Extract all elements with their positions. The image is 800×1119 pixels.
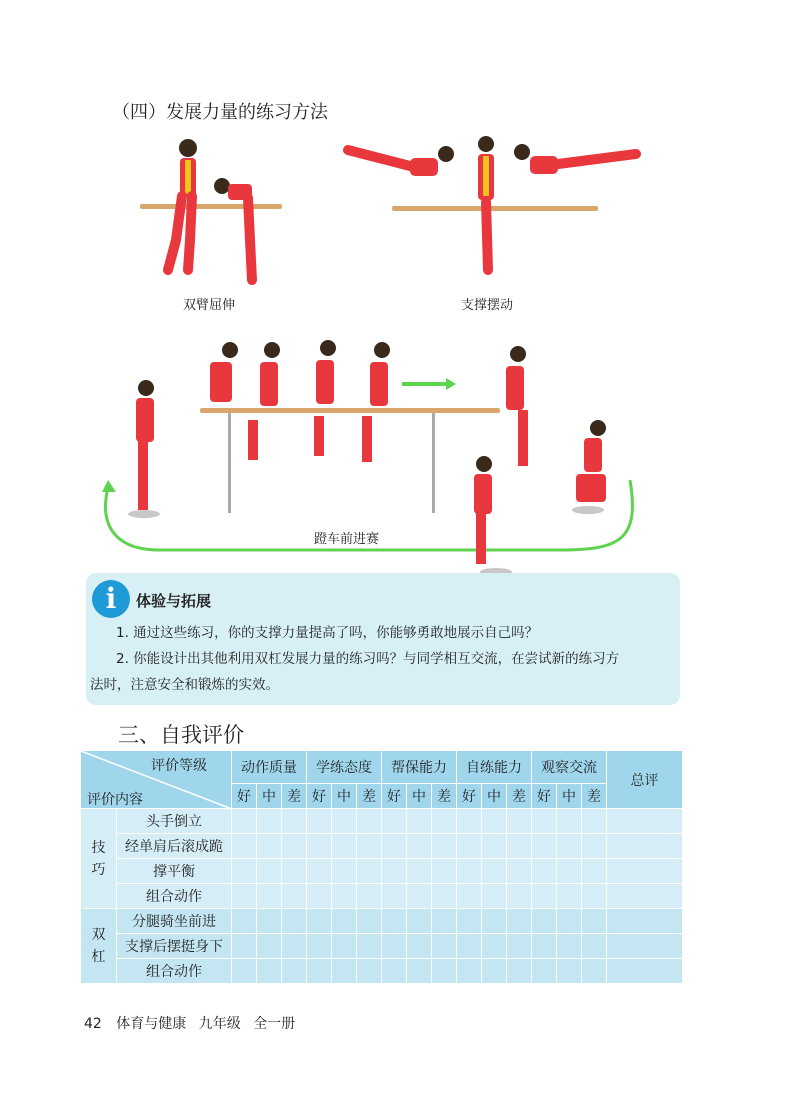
col-header-observe: 观察交流 — [532, 751, 607, 784]
grade-poor: 差 — [282, 784, 307, 809]
section-heading: （四）发展力量的练习方法 — [112, 102, 328, 123]
grade-mid: 中 — [332, 784, 357, 809]
group-label-char: 巧 — [91, 861, 106, 878]
item-headstand: 头手倒立 — [117, 809, 232, 834]
item-swing-dismount: 支撑后摆挺身下 — [117, 934, 232, 959]
self-eval-table — [80, 750, 683, 984]
caption-relay: 蹬车前进赛 — [314, 532, 380, 547]
group-label-char: 技 — [91, 839, 106, 856]
item-roll-kneel-cont: 撑平衡 — [117, 859, 232, 884]
info-item-2: 2. 你能设计出其他利用双杠发展力量的练习吗？与同学相互交流，在尝试新的练习方 — [116, 651, 620, 667]
table-row — [81, 859, 683, 884]
group-label-tumbling — [81, 809, 117, 909]
grade-good: 好 — [457, 784, 482, 809]
grade-poor: 差 — [357, 784, 382, 809]
figure-support-swing — [340, 130, 640, 280]
group-label-parallel-bars — [81, 909, 117, 984]
table-row — [81, 959, 683, 984]
group-label-char: 双 — [91, 927, 106, 943]
volume-label: 全一册 — [253, 1016, 296, 1032]
self-eval-heading: 三、自我评价 — [118, 723, 244, 747]
item-roll-kneel: 经单肩后滚成跪 — [117, 834, 232, 859]
table-row — [81, 934, 683, 959]
item-straddle-advance: 分腿骑坐前进 — [117, 909, 232, 934]
table-row — [81, 809, 683, 834]
caption-swing: 支撑摆动 — [461, 298, 514, 313]
table-row — [81, 884, 683, 909]
grade-good: 好 — [382, 784, 407, 809]
table-corner — [81, 751, 232, 809]
book-title: 体育与健康 — [116, 1016, 187, 1032]
corner-content-label: 评价内容 — [87, 792, 143, 808]
grade-poor: 差 — [582, 784, 607, 809]
col-header-quality: 动作质量 — [232, 751, 307, 784]
grade-mid: 中 — [557, 784, 582, 809]
grade-mid: 中 — [482, 784, 507, 809]
item-combo-bars: 组合动作 — [117, 959, 232, 984]
info-box-title: 体验与拓展 — [136, 592, 212, 610]
col-header-self-practice: 自练能力 — [457, 751, 532, 784]
caption-dip: 双臂屈伸 — [183, 298, 236, 313]
page-footer — [84, 1013, 295, 1033]
group-label-char: 杠 — [91, 949, 106, 965]
info-icon: i — [92, 580, 130, 618]
info-item-2-cont: 法时，注意安全和锻炼的实效。 — [90, 677, 279, 693]
info-item-1: 1. 通过这些练习，你的支撑力量提高了吗，你能够勇敢地展示自己吗？ — [116, 625, 539, 641]
figure-dip-exercise — [130, 130, 290, 290]
page-number: 42 — [84, 1016, 102, 1032]
grade-poor: 差 — [432, 784, 457, 809]
grade-good: 好 — [532, 784, 557, 809]
grade-poor: 差 — [507, 784, 532, 809]
grade-good: 好 — [307, 784, 332, 809]
grade-good: 好 — [232, 784, 257, 809]
grade-mid: 中 — [407, 784, 432, 809]
corner-grade-label: 评价等级 — [151, 758, 207, 774]
grade-mid: 中 — [257, 784, 282, 809]
col-header-total: 总评 — [607, 751, 683, 809]
table-row — [81, 834, 683, 859]
item-combo-tumbling: 组合动作 — [117, 884, 232, 909]
col-header-attitude: 学练态度 — [307, 751, 382, 784]
grade-label: 九年级 — [198, 1016, 241, 1032]
col-header-assist: 帮保能力 — [382, 751, 457, 784]
table-row — [81, 909, 683, 934]
